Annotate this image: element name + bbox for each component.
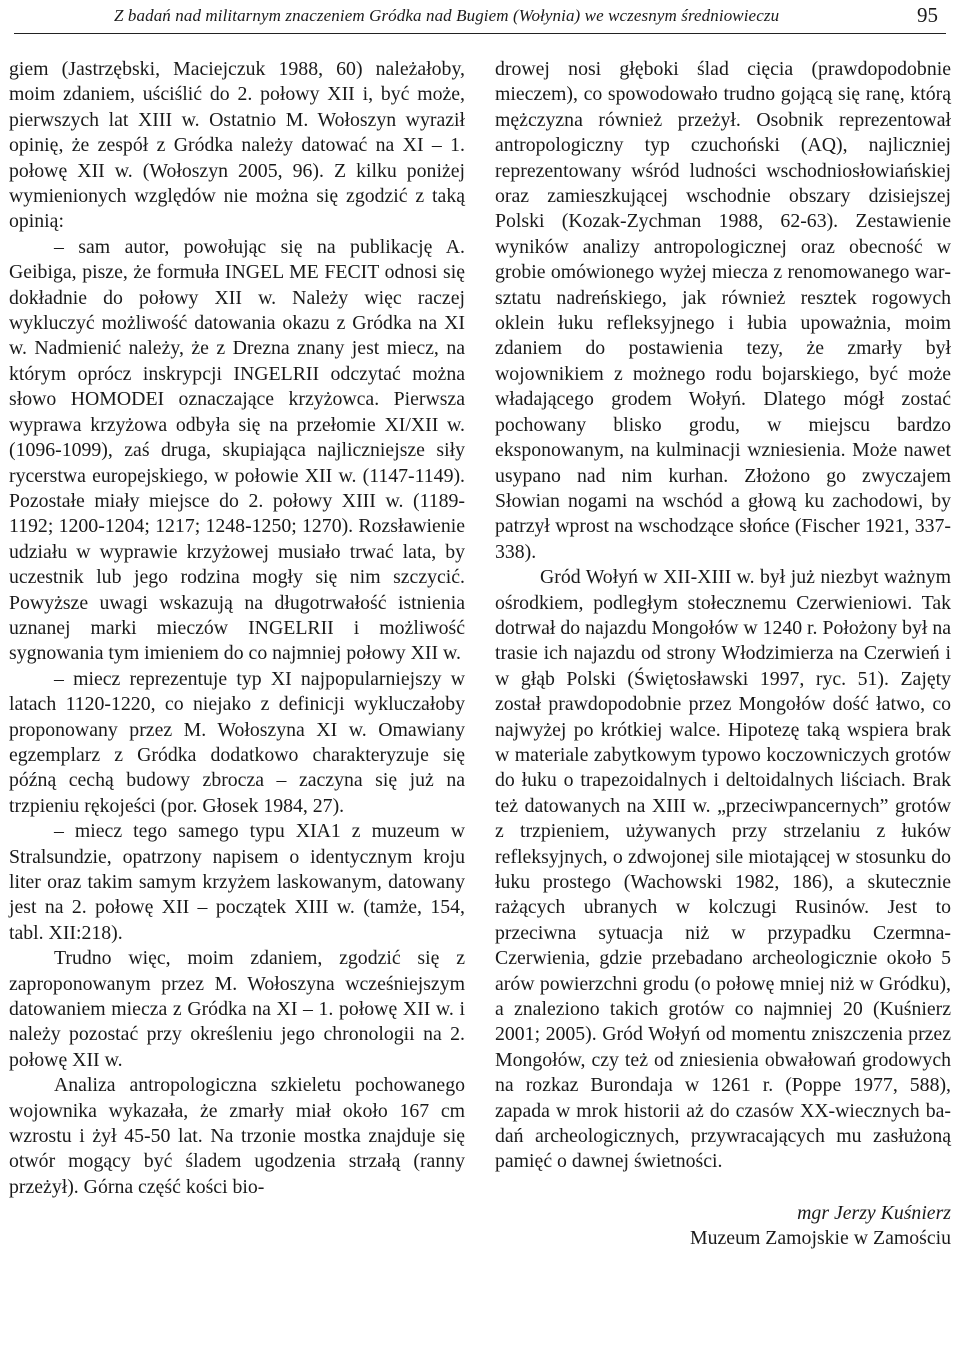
paragraph: – miecz reprezentuje typ XI najpopularniejszy w latach 1120-1220, co niejako z definicji wykluczałoby proponowany przez M. Wołoszyna XI w. Omawiany egzemplarz z Gródka dodatkowo charakteryzuje się późną cechą budowy zbrocza – zaczyna się już na trzpieniu rękojeści (por. Głosek 1984, 27). <box>9 667 465 817</box>
paragraph: drowej nosi głęboki ślad cięcia (prawdopodobnie mieczem), co spowodowało trudno gojącą się ranę, którą mężczyzna również przeżył. Osobnik reprezentował antropologiczny typ czuchoński (AQ), najliczniej reprezentowany wśród ludności wschodniosłowiańskiej oraz zamieszkującej wschodnie obszary dzisiejszej Polski (Kozak-Zychman 1988, 62-63). Zestawienie wyników analizy antropologicznej oraz obecność w grobie omówionego wyżej miecza z renomowanego warsztatu nadreńskiego, jak również resztek rogowych oklein łuku refleksyjnego i łubia upoważnia, moim zdaniem do postawienia tezy, że zmarły był wojownikiem z możnego rodu bojarskiego, być może władającego grodem Wołyń. Dlatego mógł zostać pochowany blisko grodu, w miejscu bardzo eksponowanym, na kulminacji wzniesienia. Może nawet usypano nad nim kurhan. Złożono go zwyczajem Słowian nogami na wschód a głową ku zachodowi, by patrzył wprost na wschodzące słońce (Fischer 1921, 337-338). <box>495 58 951 563</box>
paragraph: Gród Wołyń w XII-XIII w. był już niezbyt ważnym ośrodkiem, podległym stołecznemu Czerwieniowi. Tak dotrwał do najazdu Mongołów w 1240 r. Położony był na trasie ich najazdu od strony Włodzimierza na Czerwień i w głąb Polski (Świętosławski 1997, ryc. 51). Zajęty został prawdopodobnie przez Mongołów dość łatwo, co najwyżej po krótkiej walce. Hipotezę taką wspiera brak w materiale zabytkowym typowo koczowniczych grotów do łuku o trapezoidalnych i deltoidalnych liściach. Brak też datowanych na XIII w. „przeciwpancernych” grotów z trzpieniem, używanych przy strzelaniu z łuków refleksyjnych, o zdwojonej sile miotającej w stosunku do łuku prostego (Wachowski 1982, 186), a skutecznie rażących ubranych w kolczugi Rusinów. Jest to przeciwna sytuacja niż w przypadku Czermna-Czerwienia, gdzie przebadano archeologicznie około 5 arów powierzchni grodu (o połowę mniej niż w Gródku), a znaleziono takich grotów co najmniej 20 (Kuśnierz 2001; 2005). Gród Wołyń od momentu zniszczenia przez Mongołów, czy też od zniesienia obwałowań grodowych na rozkaz Burondaja w 1261 r. (Poppe 1977, 588), zapada w mrok historii aż do czasów XX-wiecznych badań archeologicznych, przywracających mu zasłużoną pamięć o dawnej świetności. <box>495 566 952 1173</box>
running-title: Z badań nad militarnym znaczeniem Gródka nad Bugiem (Wołynia) we wczesnym średniowieczu <box>114 6 780 25</box>
right-column <box>495 57 951 1252</box>
paragraph: – sam autor, powołując się na publikację A. Geibiga, pisze, że formuła INGEL ME FECIT odnosi się dokładnie do połowy XII w. Należy więc raczej wykluczyć możliwość datowania okazu z Gródka na XI w. Nadmienić należy, że z Drezna znany jest miecz, na którym oprócz inskrypcji INGELRII odczytać można słowo HOMODEI oznaczające krzyżowca. Pierwsza wyprawa krzyżowa odbyła się na przełomie XI/XII w. (1096-1099), zaś druga, skupiająca najliczniejsze siły rycerstwa europejskiego, w połowie XII w. (1147-1149). Pozostałe miały miejsce do 2. połowy XIII w. (1189-1192; 1200-1204; 1217; 1248-1250; 1270). Rozsławienie udziału w wyprawie krzyżowej musiało trwać lata, by uczestnik lub jego rodzina mogły się nim szczycić. Powyższe uwagi wskazują na długotrwałość istnienia uznanej marki mieczów INGELRII i możliwość sygnowania tym imieniem do co najmniej połowy XII w. <box>9 235 465 665</box>
author-affiliation: Muzeum Zamojskie w Zamościu <box>690 1227 951 1250</box>
page-number: 95 <box>917 3 938 27</box>
paragraph: Analiza antropologiczna szkieletu pochowanego wojownika wykazała, że zmarły miał około 167 cm wzrostu i żył 45-50 lat. Na trzonie mostka znajduje się otwór mogący być śladem ugodzenia strzałą (ranny przeżył). Górna część kości bio- <box>9 1074 465 1198</box>
running-header <box>14 0 946 34</box>
author-name: mgr Jerzy Kuśnierz <box>797 1201 951 1224</box>
paragraph: – miecz tego samego typu XIA1 z muzeum w Stralsundzie, opatrzony napisem o identycznym kroju liter oraz takim samym krzyżem laskowanym, datowany jest na 2. połowę XII – początek XIII w. (tamże, 154, tabl. XII:218). <box>9 820 465 944</box>
left-column <box>9 57 465 1200</box>
paragraph: Trudno więc, moim zdaniem, zgodzić się z zaproponowanym przez M. Wołoszyna wcześniejszym datowaniem miecza z Gródka na XI – 1. połowę XII w. i należy pozostać przy określeniu jego chronologii na 2. połowę XII w. <box>9 947 465 1071</box>
paragraph: giem (Jastrzębski, Maciejczuk 1988, 60) należałoby, moim zdaniem, uściślić do 2. połowy XII i, być może, pierwszych lat XIII w. Ostatnio M. Wołoszyn wyraził opinię, że zespół z Gródka należy datować na XI – 1. połowę XII w. (Wołoszyn 2005, 96). Z kilku poniżej wymienionych względów nie można się zgodzić z taką opinią: <box>9 58 465 233</box>
